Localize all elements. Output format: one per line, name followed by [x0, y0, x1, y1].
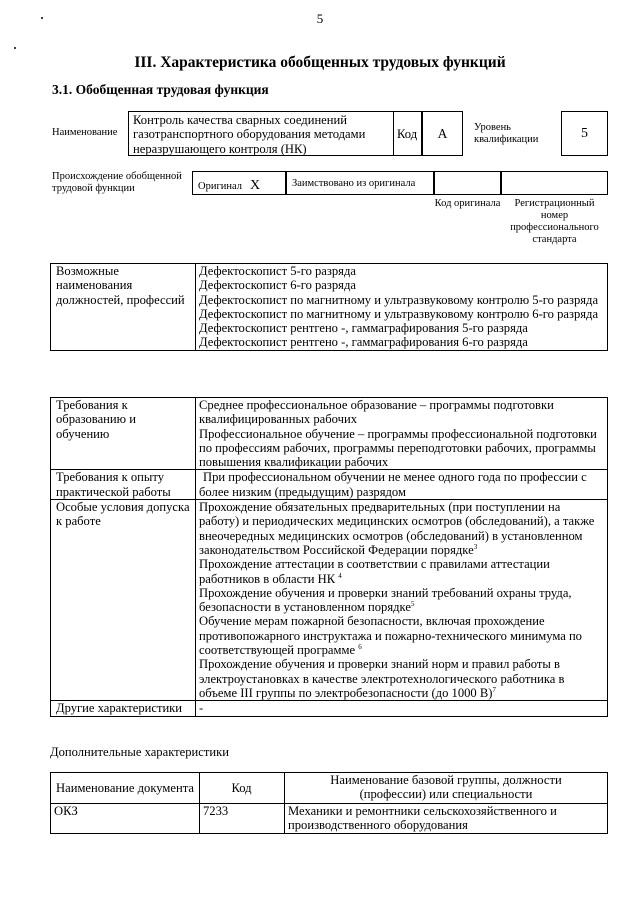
code-label: Код: [397, 127, 418, 141]
code-value: А: [437, 126, 448, 141]
table-cell: Механики и ремонтники сельскохозяйственного и производственного оборудования: [285, 804, 608, 834]
experience-value: При профессиональном обучении не менее одного года по профессии с более низким (предыдущим) разрядом: [196, 470, 608, 500]
table-row: [51, 398, 608, 470]
table-row: [51, 264, 608, 351]
list-item: Среднее профессиональное образование – программы подготовки квалифицированных рабочих: [199, 398, 554, 427]
origin-borrowed-box: [286, 171, 434, 195]
list-item: Профессиональное обучение – программы профессиональной подготовки по профессиям рабочих, программы переподготовки рабочих, программы повышения квалификации рабочих: [199, 426, 597, 470]
list-item: Дефектоскопист 5-го разряда: [199, 264, 356, 278]
list-item: Дефектоскопист рентгено -, гаммаграфирования 5-го разряда: [199, 321, 528, 336]
footnote-ref: 3: [473, 542, 478, 551]
code-label-box: [393, 111, 422, 156]
footnote-ref: 5: [410, 600, 415, 609]
list-item: Дефектоскопист по магнитному и ультразвуковому контролю 6-го разряда: [199, 306, 599, 321]
table-cell: 7233: [200, 804, 285, 834]
positions-table: [50, 263, 608, 351]
original-mark: X: [250, 178, 261, 193]
name-label: Наименование: [52, 127, 118, 138]
list-item: Дефектоскопист 6-го разряда: [199, 278, 356, 293]
table-row: [51, 804, 608, 834]
education-cell: [196, 398, 608, 470]
list-item: Прохождение обучения и проверки знаний требований охраны труда, безопасности в установленном порядке$^5$: [199, 585, 572, 615]
origin-reg-number-box: [501, 171, 608, 195]
footnote-ref: 6: [358, 643, 362, 652]
origin-label: Происхождение обобщенной трудовой функции: [52, 171, 182, 194]
level-value: 5: [581, 126, 588, 141]
list-item: Дефектоскопист рентгено -, гаммаграфирования 6-го разряда: [199, 335, 528, 350]
footnote-ref: 7: [492, 685, 496, 694]
list-item: Прохождение обязательных предварительных (при поступлении на работу) и периодических медицинских осмотров (обследований), а также внеочередных медицинских осмотров (обследований) в установленном законодательством Российской Федерации порядке$^3$: [199, 500, 595, 557]
other-label: Другие характеристики: [51, 701, 196, 716]
list-item: Прохождение аттестации в соответствии с правилами аттестации работников в области НК $^4$: [199, 557, 550, 586]
experience-label: Требования к опыту практической работы: [51, 470, 196, 500]
table-row: [51, 701, 608, 716]
level-label: Уровень квалификации: [474, 122, 539, 145]
level-value-box: [561, 111, 608, 156]
footnote-ref: 4: [338, 571, 342, 580]
name-value: Контроль качества сварных соединений газотранспортного оборудования методами неразрушающего контроля (НК): [133, 113, 366, 156]
column-header: Наименование базовой группы, должности (профессии) или специальности: [285, 773, 608, 804]
reg-number-caption: Регистрационный номер профессионального стандарта: [510, 198, 599, 245]
conditions-label: Особые условия допуска к работе: [51, 500, 196, 701]
education-label: Требования к образованию и обучению: [51, 398, 196, 470]
origin-code-box: [434, 171, 501, 195]
positions-label: Возможные наименования должностей, профессий: [51, 264, 196, 351]
original-label: Оригинал: [198, 181, 242, 192]
additional-table: [50, 772, 608, 834]
origin-original-box: [192, 171, 286, 195]
requirements-table: [50, 397, 608, 717]
section-title: III. Характеристика обобщенных трудовых функций: [134, 54, 506, 71]
subsection-title: 3.1. Обобщенная трудовая функция: [52, 82, 269, 97]
table-cell: ОКЗ: [51, 804, 200, 834]
table-row: [51, 470, 608, 500]
borrowed-label: Заимствовано из оригинала: [292, 178, 416, 189]
code-original-caption: Код оригинала: [434, 198, 501, 209]
other-value: -: [196, 701, 608, 716]
name-value-box: [128, 111, 394, 156]
list-item: Дефектоскопист по магнитному и ультразвуковому контролю 5-го разряда: [199, 292, 599, 307]
conditions-cell: [196, 500, 608, 701]
code-value-box: [422, 111, 463, 156]
list-item: Обучение мерам пожарной безопасности, включая прохождение противопожарного инструктажа и пожарно-технического минимума по соответствующей программе $^6$: [199, 614, 582, 658]
scan-speck: [14, 47, 16, 49]
table-row: [51, 500, 608, 701]
table-header-row: [51, 773, 608, 804]
additional-title: Дополнительные характеристики: [50, 745, 229, 759]
column-header: Наименование документа: [51, 773, 200, 804]
list-item: Прохождение обучения и проверки знаний норм и правил работы в электроустановках в качестве электротехнологического работника в объеме III группы по электробезопасности (до 1000 В)$^7$: [199, 657, 565, 700]
positions-list: [196, 264, 608, 351]
page-number: 5: [316, 11, 324, 26]
column-header: Код: [200, 773, 285, 804]
